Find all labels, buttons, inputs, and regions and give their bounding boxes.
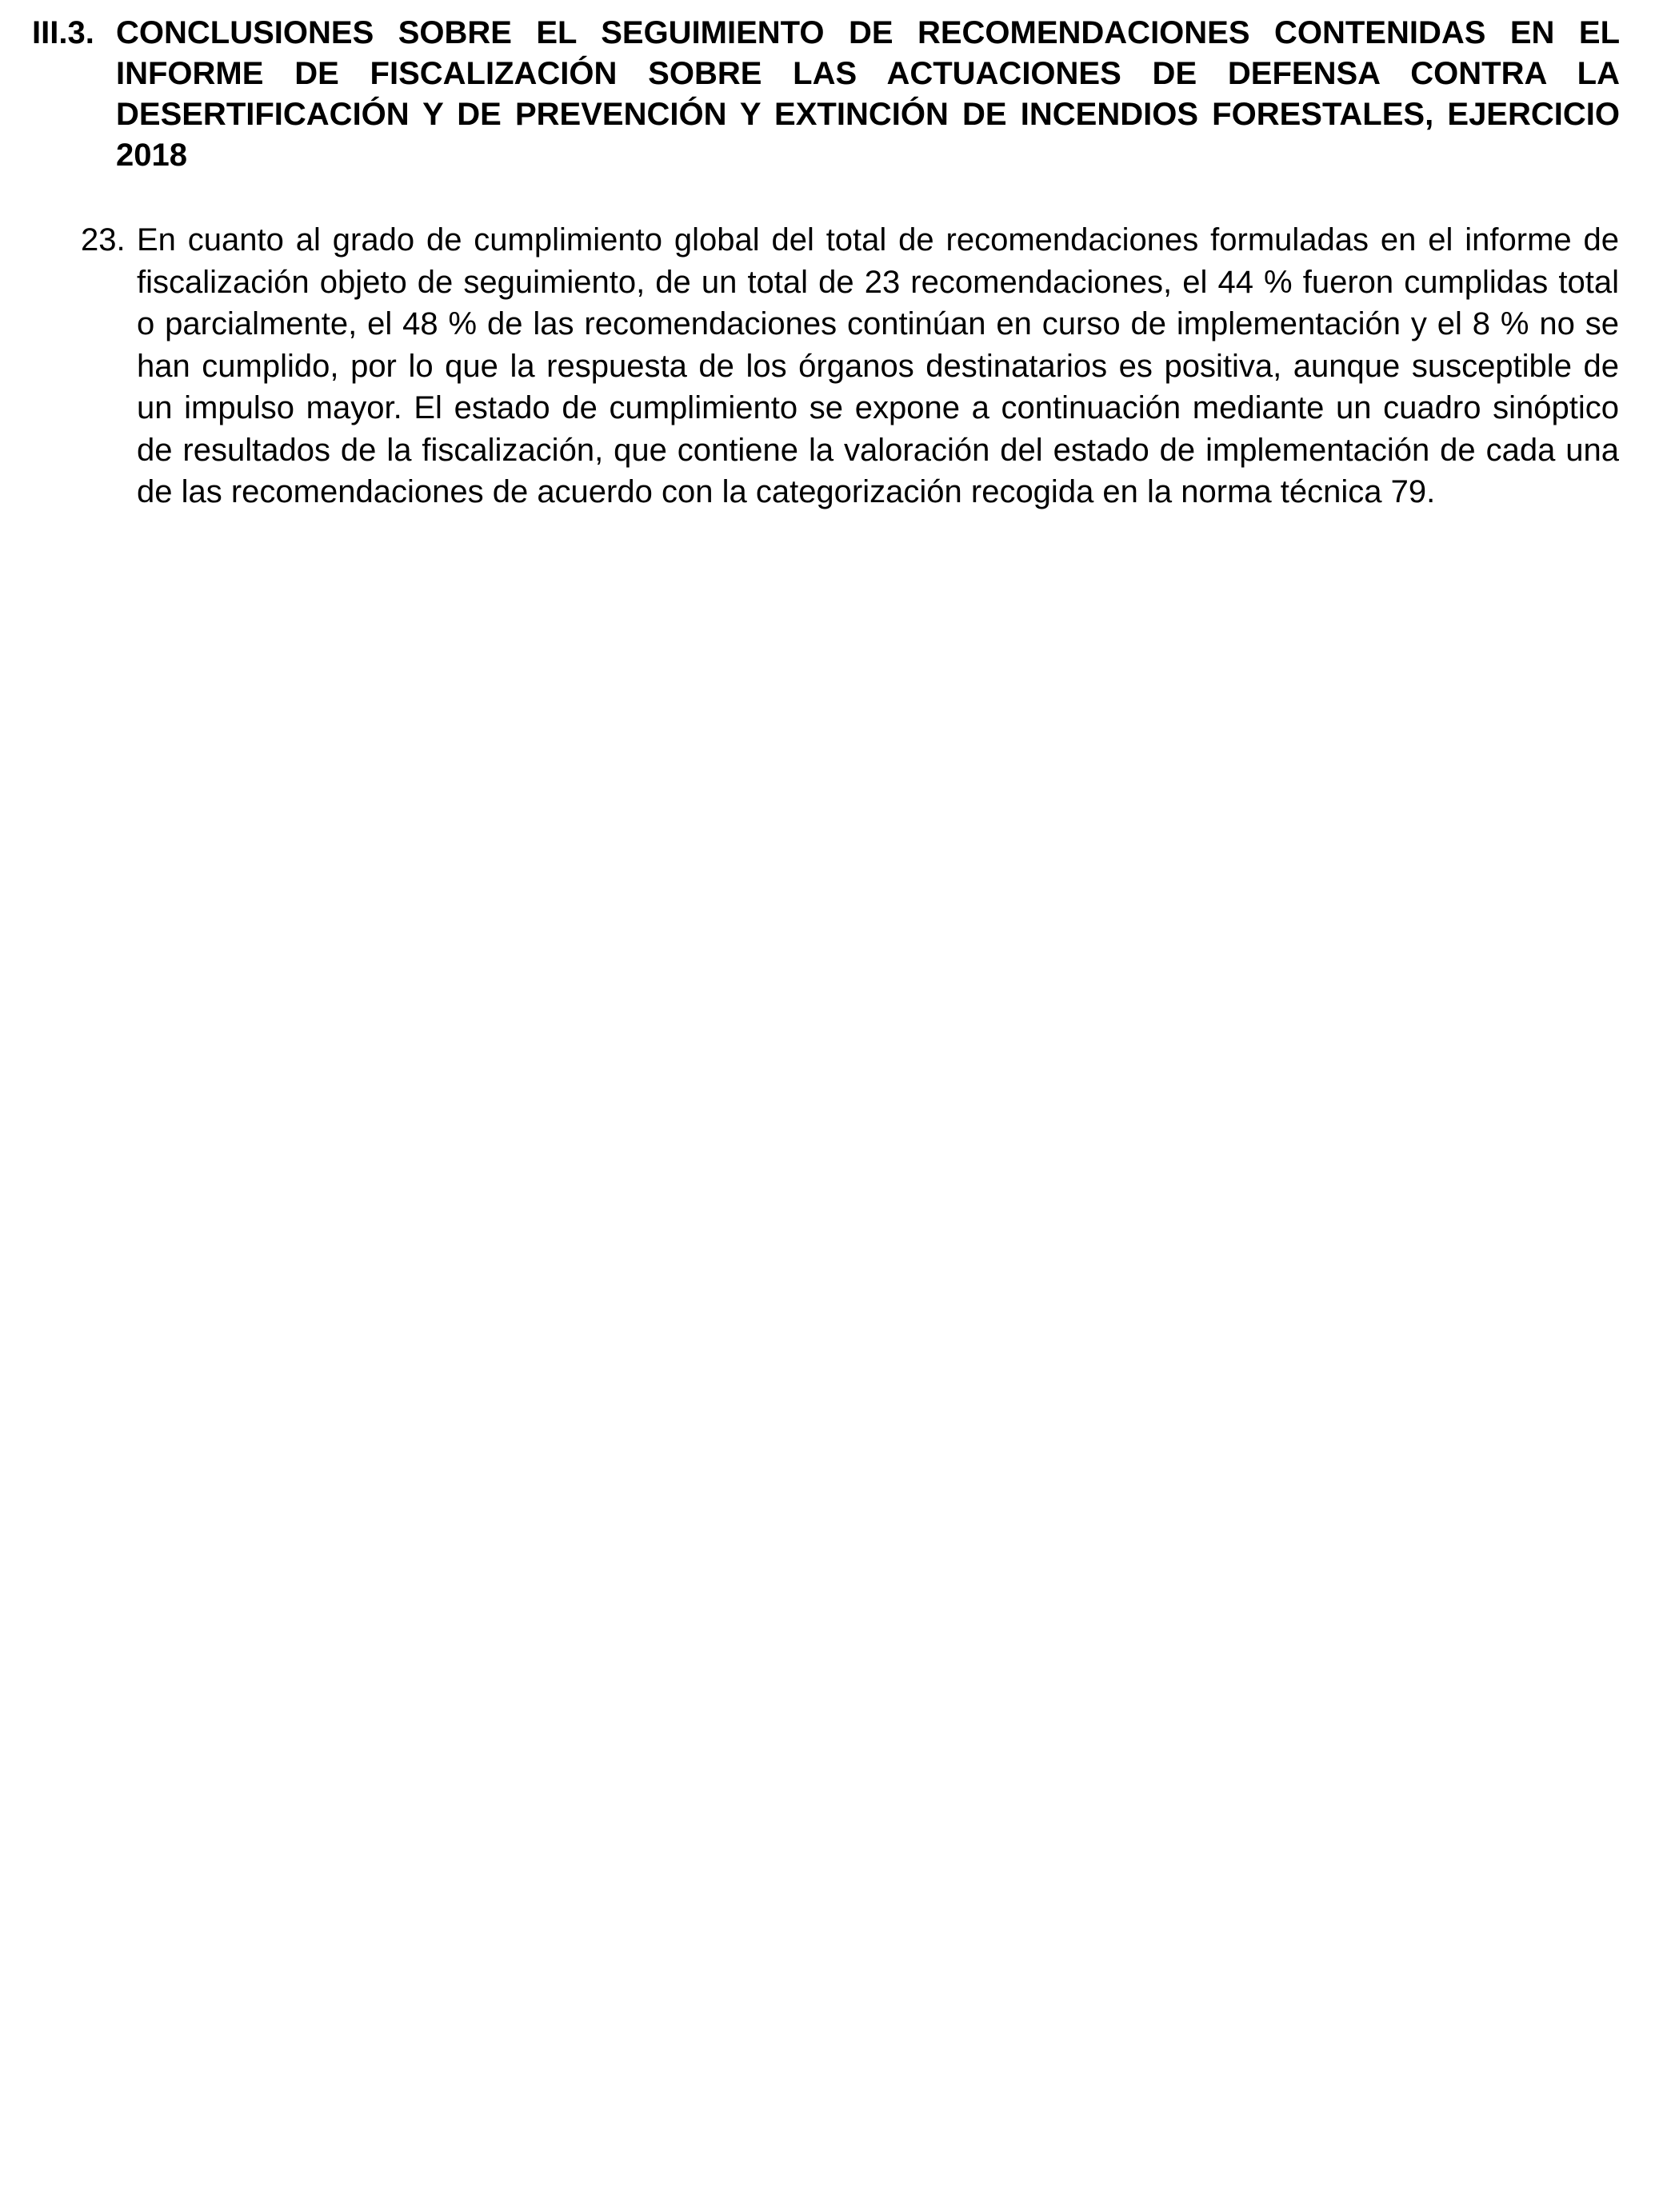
paragraph-23 xyxy=(81,219,1619,513)
paragraph-text: En cuanto al grado de cumplimiento global del total de recomendaciones formuladas en el informe de fiscalización objeto de seguimiento, de un total de 23 recomendaciones, el 44 % fueron cumplidas total o parcialmente, el 48 % de las recomendaciones continúan en curso de implementación y el 8 % no se han cumplido, por lo que la respuesta de los órganos destinatarios es positiva, aunque susceptible de un impulso mayor. El estado de cumplimiento se expone a continuación mediante un cuadro sinóptico de resultados de la fiscalización, que contiene la valoración del estado de implementación de cada una de las recomendaciones de acuerdo con la categorización recogida en la norma técnica 79. xyxy=(137,222,1619,509)
section-heading xyxy=(32,13,1620,176)
section-number: III.3. xyxy=(32,15,94,50)
paragraph-number: 23. xyxy=(81,222,126,258)
section-title: CONCLUSIONES SOBRE EL SEGUIMIENTO DE RECOMENDACIONES CONTENIDAS EN EL INFORME DE FISCALIZACIÓN SOBRE LAS ACTUACIONES DE DEFENSA CONTRA LA DESERTIFICACIÓN Y DE PREVENCIÓN Y EXTINCIÓN DE INCENDIOS FORESTALES, EJERCICIO 2018 xyxy=(116,15,1620,173)
